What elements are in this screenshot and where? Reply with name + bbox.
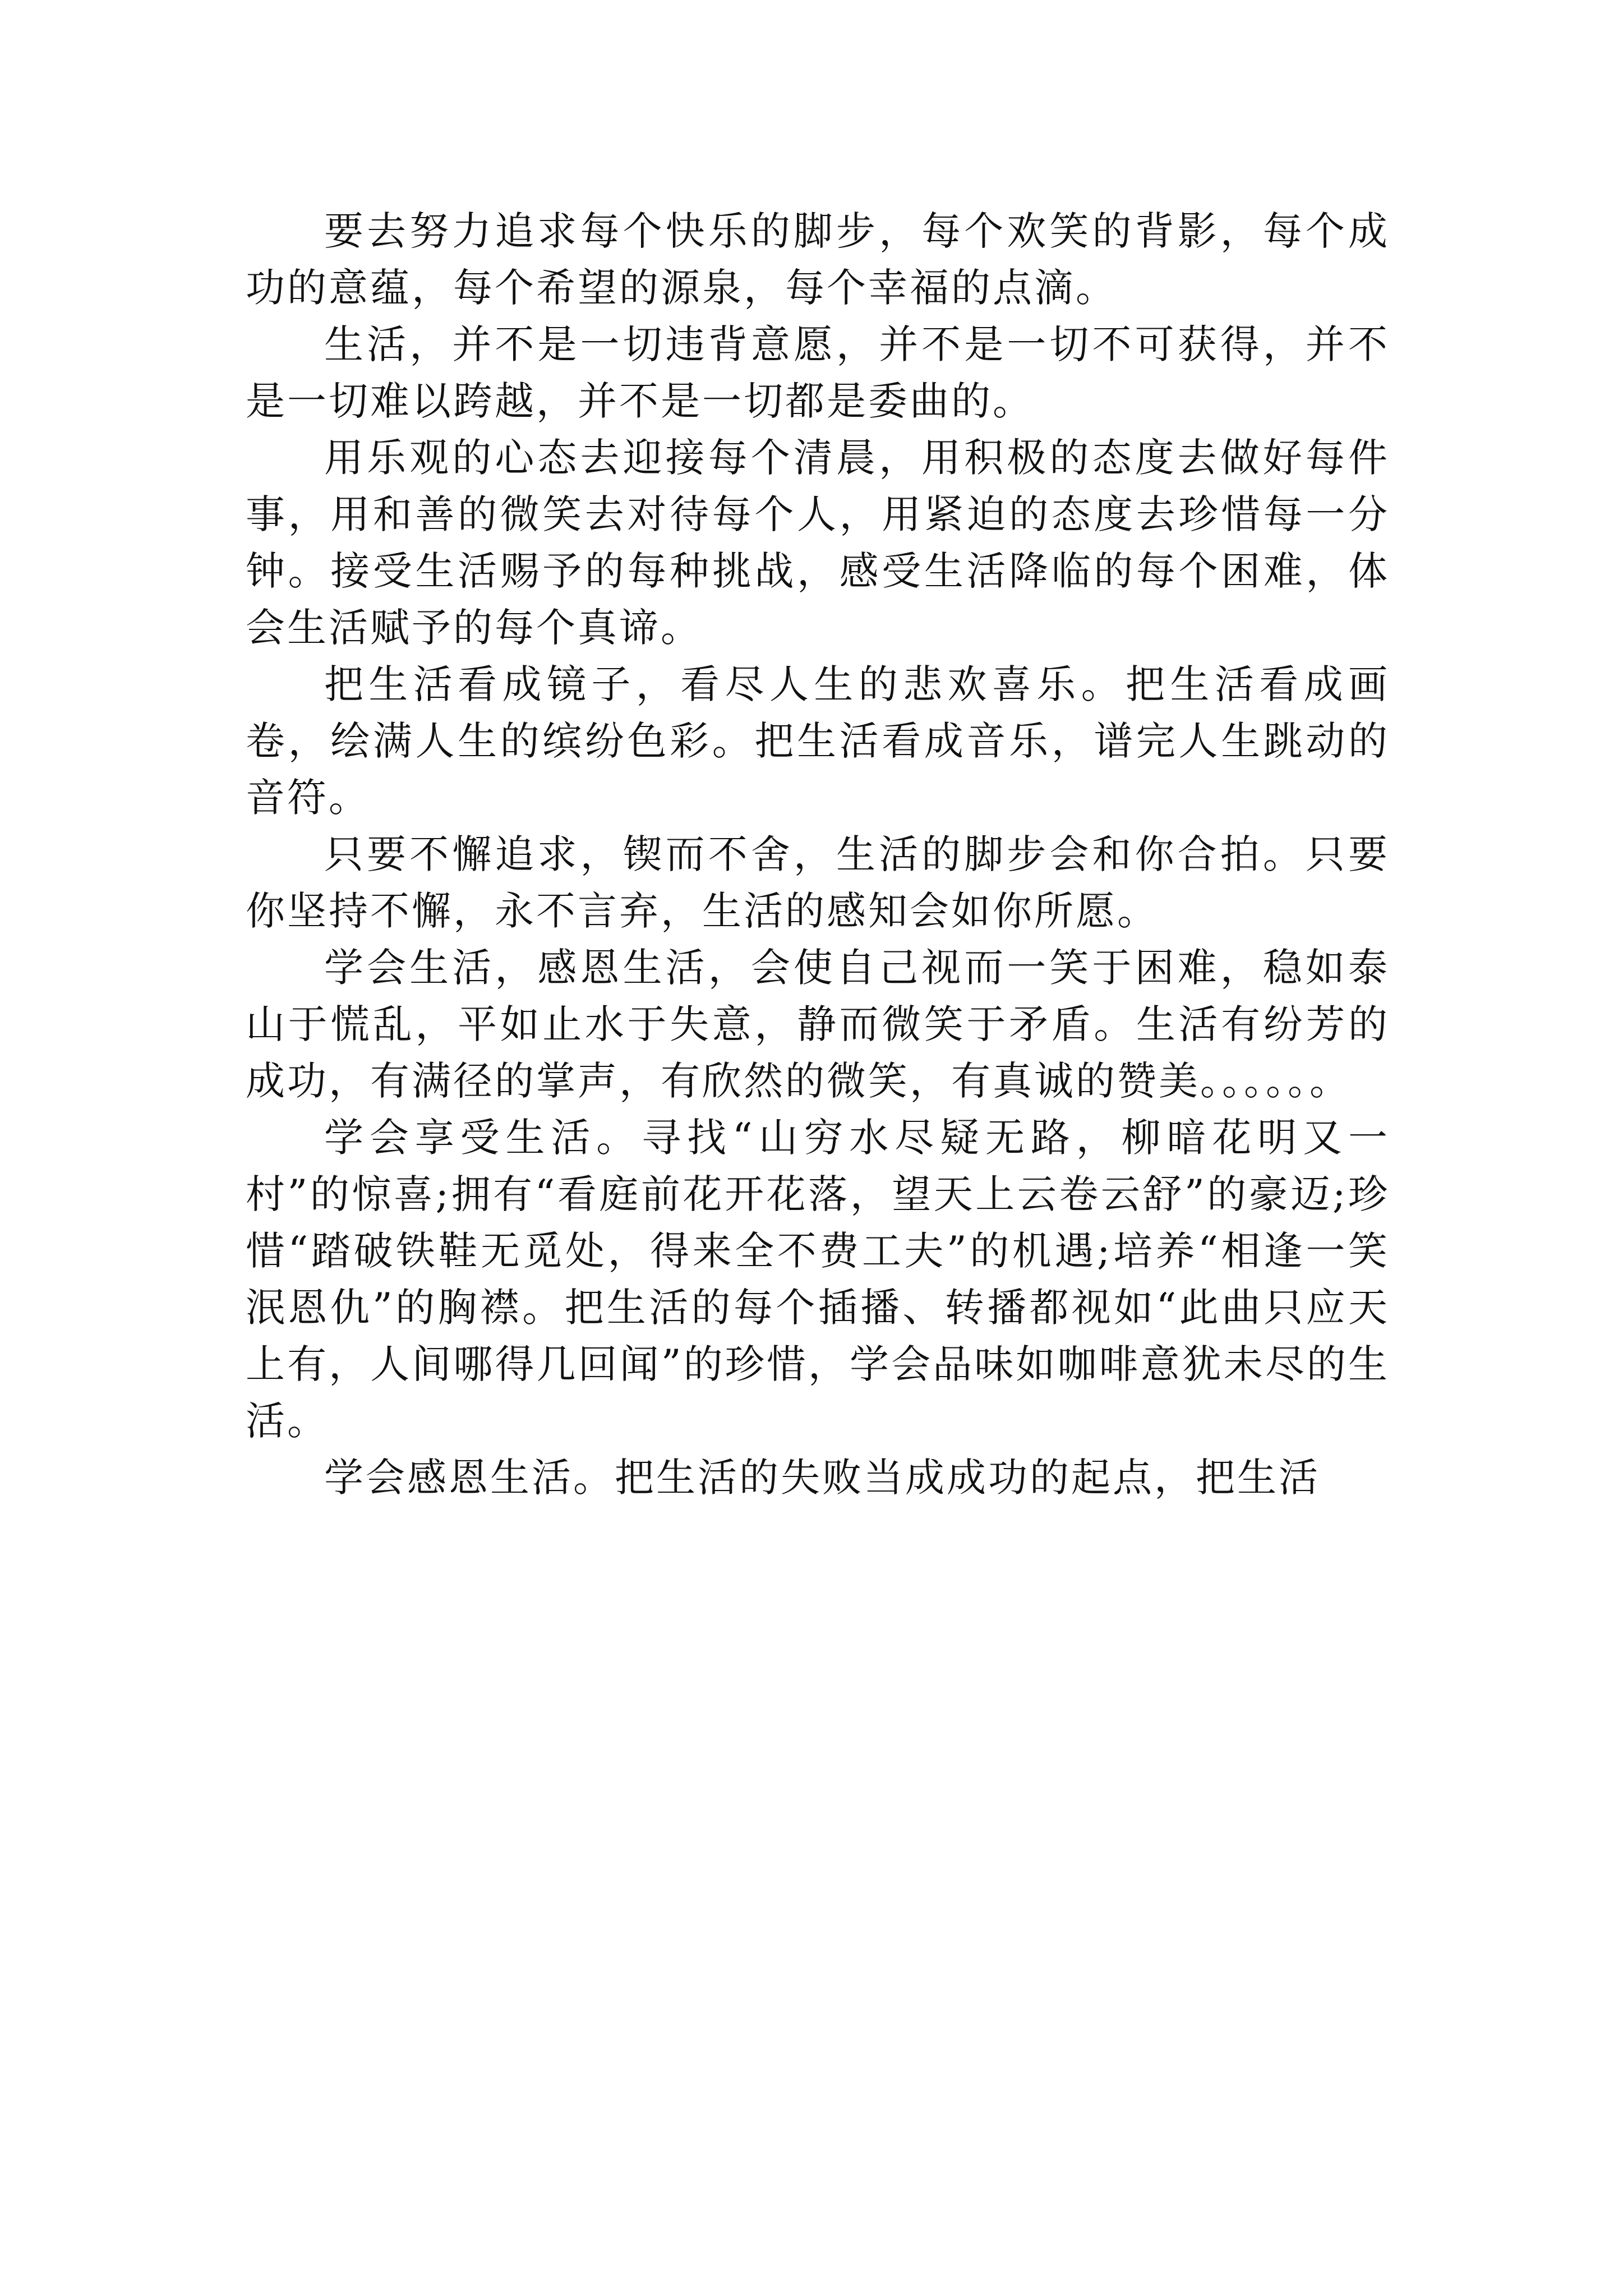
paragraph-2: 生活，并不是一切违背意愿，并不是一切不可获得，并不是一切难以跨越，并不是一切都是委曲的。 xyxy=(246,321,1390,424)
paragraph-6: 学会生活，感恩生活，会使自己视而一笑于困难，稳如泰山于慌乱，平如止水于失意，静而微笑于矛盾。生活有纷芳的成功，有满径的掌声，有欣然的微笑，有真诚的赞美。。。。。。 xyxy=(246,945,1390,1104)
paragraph-5: 只要不懈追求，锲而不舍，生活的脚步会和你合拍。只要你坚持不懈，永不言弃，生活的感知会如你所愿。 xyxy=(246,831,1390,934)
paragraph-4: 把生活看成镜子，看尽人生的悲欢喜乐。把生活看成画卷，绘满人生的缤纷色彩。把生活看成音乐，谱完人生跳动的音符。 xyxy=(246,661,1390,821)
paragraph-8: 学会感恩生活。把生活的失败当成成功的起点，把生活 xyxy=(324,1455,1320,1501)
paragraph-1: 要去努力追求每个快乐的脚步，每个欢笑的背影，每个成功的意蕴，每个希望的源泉，每个幸福的点滴。 xyxy=(246,208,1390,311)
document-body xyxy=(246,203,1390,1506)
paragraph-7: 学会享受生活。寻找“山穷水尽疑无路，柳暗花明又一村”的惊喜;拥有“看庭前花开花落，望天上云卷云舒”的豪迈;珍惜“踏破铁鞋无觅处，得来全不费工夫”的机遇;培养“相逢一笑泯恩仇”的胸襟。把生活的每个插播、转播都视如“此曲只应天上有，人间哪得几回闻”的珍惜，学会品味如咖啡意犹未尽的生活。 xyxy=(246,1115,1390,1444)
paragraph-3: 用乐观的心态去迎接每个清晨，用积极的态度去做好每件事，用和善的微笑去对待每个人，用紧迫的态度去珍惜每一分钟。接受生活赐予的每种挑战，感受生活降临的每个困难，体会生活赋予的每个真谛。 xyxy=(246,435,1390,651)
